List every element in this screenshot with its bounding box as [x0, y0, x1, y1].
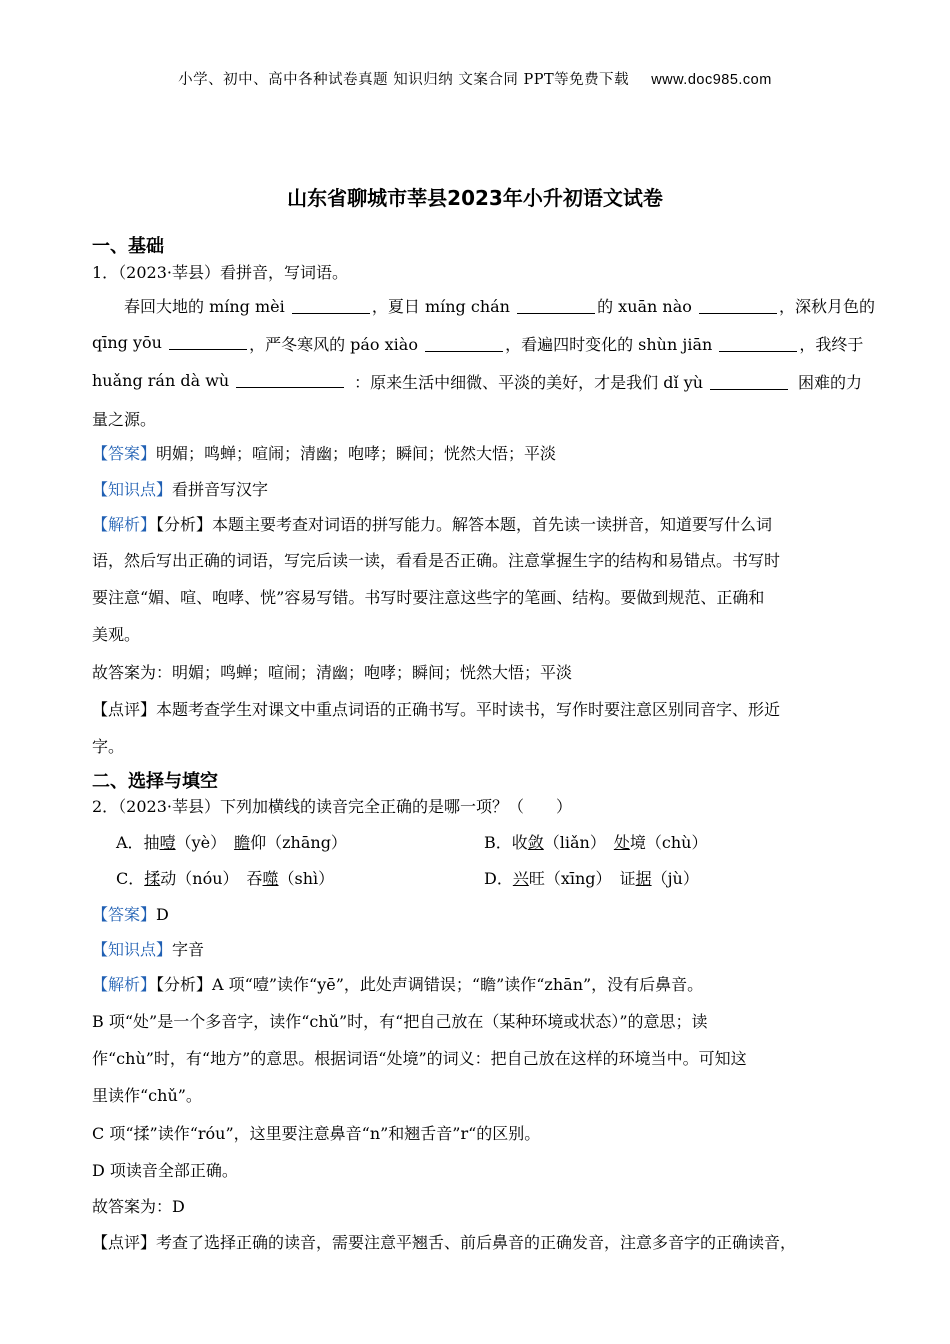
section-heading-basics: 一、基础 [92, 236, 164, 257]
answer-blank[interactable] [517, 296, 595, 314]
analysis-tag: 【解析】 [92, 515, 157, 534]
analysis-tag: 【解析】 [92, 975, 157, 994]
q1-comment-2: 字。 [92, 737, 125, 756]
page-title: 山东省聊城市莘县2023年小升初语文试卷 [287, 186, 663, 210]
comment-tag: 【点评】 [92, 1233, 157, 1252]
q1-analysis-2: 语，然后写出正确的词语，写完后读一读，看看是否正确。注意掌握生字的结构和易错点。书写时 [92, 551, 781, 570]
q2-option-b[interactable]: B．收敛（liǎn） 处境（chù） [484, 833, 708, 852]
q2-analysis-1: 【解析】【分析】A 项“噎”读作“yē”，此处声调错误；“瞻”读作“zhān”，没有后鼻音。 [92, 975, 704, 994]
q2-option-a[interactable]: A．抽噎（yè） 瞻仰（zhāng） [116, 833, 347, 852]
q1-analysis-4: 美观。 [92, 625, 141, 644]
q2-comment: 【点评】考查了选择正确的读音，需要注意平翘舌、前后鼻音的正确发音，注意多音字的正确读音， [92, 1233, 797, 1252]
knowledge-tag: 【知识点】 [92, 480, 173, 499]
q1-final-answer: 故答案为：明媚；鸣蝉；喧闹；清幽；咆哮；瞬间；恍然大悟；平淡 [92, 663, 573, 682]
q2-final-answer: 故答案为：D [92, 1197, 185, 1216]
header-site-link[interactable]: www.doc985.com [651, 72, 772, 88]
q2-knowledge-point: 【知识点】字音 [92, 940, 205, 959]
q1-stem: 1．（2023·莘县）看拼音，写词语。 [92, 263, 348, 282]
q1-line-3: huǎng rán dà wù ：原来生活中细微、平淡的美好，才是我们 dǐ yù 困难的力 [92, 370, 862, 392]
answer-blank[interactable] [699, 296, 777, 314]
q1-line-4: 量之源。 [92, 410, 157, 429]
q2-answer: 【答案】D [92, 905, 169, 924]
answer-blank[interactable] [292, 296, 370, 314]
answer-blank[interactable] [719, 334, 797, 352]
q1-line-1: 春回大地的 míng mèi ，夏日 míng chán 的 xuān nào ，深秋月色的 [124, 297, 876, 316]
q1-answer: 【答案】明媚；鸣蝉；喧闹；清幽；咆哮；瞬间；恍然大悟；平淡 [92, 444, 557, 463]
page-header [0, 68, 950, 89]
answer-blank[interactable] [710, 372, 788, 390]
answer-blank[interactable] [236, 370, 344, 388]
q2-analysis-5: C 项“揉”读作“róu”，这里要注意鼻音“n”和翘舌音”r“的区别。 [92, 1124, 541, 1143]
q2-stem: 2．（2023·莘县）下列加横线的读音完全正确的是哪一项？（ ） [92, 797, 572, 816]
header-text: 小学、初中、高中各种试卷真题 知识归纳 文案合同 PPT等免费下载 [178, 72, 630, 88]
answer-tag: 【答案】 [92, 905, 157, 924]
answer-blank[interactable] [425, 334, 503, 352]
section-heading-choice: 二、选择与填空 [92, 771, 218, 792]
answer-tag: 【答案】 [92, 444, 157, 463]
q1-line-2: qīng yōu ，严冬寒风的 páo xiào ，看遍四时变化的 shùn jiān ，我终于 [92, 332, 864, 354]
q2-option-d[interactable]: D．兴旺（xīng） 证据（jù） [484, 869, 699, 888]
q2-analysis-4: 里读作“chǔ”。 [92, 1086, 202, 1105]
answer-blank[interactable] [169, 332, 247, 350]
q1-analysis-3: 要注意“媚、喧、咆哮、恍”容易写错。书写时要注意这些字的笔画、结构。要做到规范、正确和 [92, 588, 765, 607]
q2-analysis-6: D 项读音全部正确。 [92, 1161, 238, 1180]
comment-tag: 【点评】 [92, 700, 157, 719]
q2-option-c[interactable]: C．揉动（nóu） 吞噬（shì） [116, 869, 335, 888]
q1-knowledge-point: 【知识点】看拼音写汉字 [92, 480, 269, 499]
q1-analysis-1: 【解析】【分析】本题主要考查对词语的拼写能力。解答本题，首先读一读拼音，知道要写什么词 [92, 515, 773, 534]
q2-analysis-2: B 项“处”是一个多音字，读作“chǔ”时，有“把自己放在（某种环境或状态）”的意思；读 [92, 1012, 708, 1031]
knowledge-tag: 【知识点】 [92, 940, 173, 959]
q1-comment: 【点评】本题考查学生对课文中重点词语的正确书写。平时读书，写作时要注意区别同音字、形近 [92, 700, 781, 719]
q2-analysis-3: 作“chù”时，有“地方”的意思。根据词语“处境”的词义：把自己放在这样的环境当中。可知这 [92, 1049, 747, 1068]
